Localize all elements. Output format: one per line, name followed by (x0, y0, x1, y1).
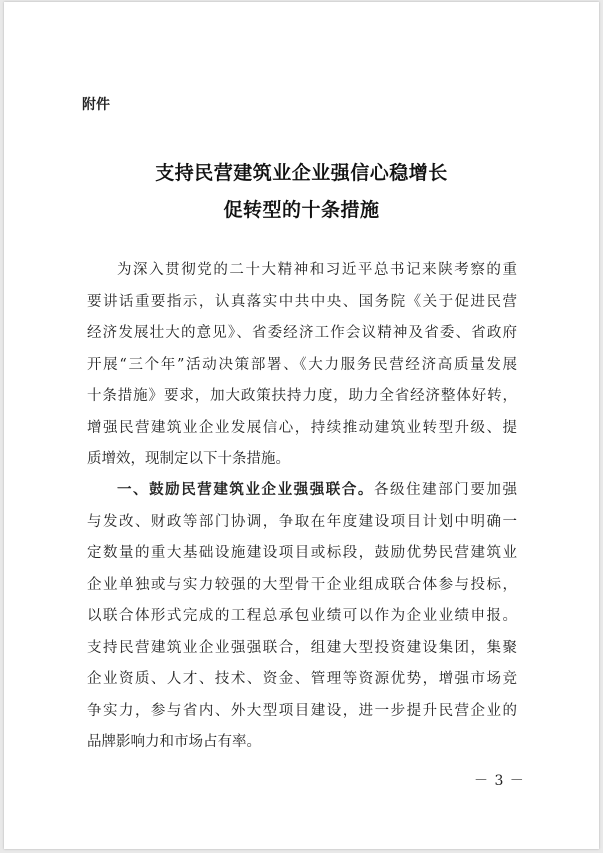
paragraph-line: 与发改、财政等部门协调，争取在年度建设项目计划中明确一 (87, 513, 517, 530)
paragraph-line: 十条措施》要求，加大政策扶持力度，助力全省经济整体好转， (87, 388, 517, 404)
paragraph-measure-1 (87, 475, 517, 759)
measure-heading-rest: 各级住建部门要加强 (374, 482, 517, 498)
paragraph-intro (87, 255, 517, 476)
paragraph-line: 支持民营建筑业企业强强联合，组建大型投资建设集团，集聚 (87, 639, 517, 656)
paragraph-line: 为深入贯彻党的二十大精神和习近平总书记来陕考察的重 (117, 262, 517, 278)
attachment-label: 附件 (82, 97, 110, 113)
paragraph-line: 质增效，现制定以下十条措施。 (87, 451, 290, 467)
paragraph-line: 定数量的重大基础设施建设项目或标段，鼓励优势民营建筑业 (87, 545, 517, 561)
document-title-line-1: 支持民营建筑业企业强信心稳增长 (155, 162, 448, 184)
paragraph-line: 要讲话重要指示，认真落实中共中央、国务院《关于促进民营 (87, 293, 517, 310)
paragraph-line: 经济发展壮大的意见》、省委经济工作会议精神及省委、省政府 (87, 325, 517, 341)
paragraph-line: 企业单独或与实力较强的大型骨干企业组成联合体参与投标， (87, 576, 517, 593)
paragraph-line: 开展“三个年”活动决策部署、《大力服务民营经济高质量发展 (87, 356, 517, 373)
document-title-line-2: 促转型的十条措施 (223, 199, 380, 221)
paragraph-line: 争实力，参与省内、外大型项目建设，进一步提升民营企业的 (87, 702, 517, 719)
page-number: － 3 － (474, 773, 525, 789)
paragraph-line (87, 475, 517, 507)
measure-heading: 一、鼓励民营建筑业企业强强联合。 (117, 482, 374, 498)
paragraph-line: 以联合体形式完成的工程总承包业绩可以作为企业业绩申报。 (87, 608, 517, 624)
document-page (4, 2, 599, 849)
paragraph-line: 品牌影响力和市场占有率。 (87, 734, 261, 750)
paragraph-line: 企业资质、人才、技术、资金、管理等资源优势，增强市场竞 (87, 671, 517, 687)
paragraph-line: 增强民营建筑业企业发展信心，持续推动建筑业转型升级、提 (87, 419, 517, 436)
